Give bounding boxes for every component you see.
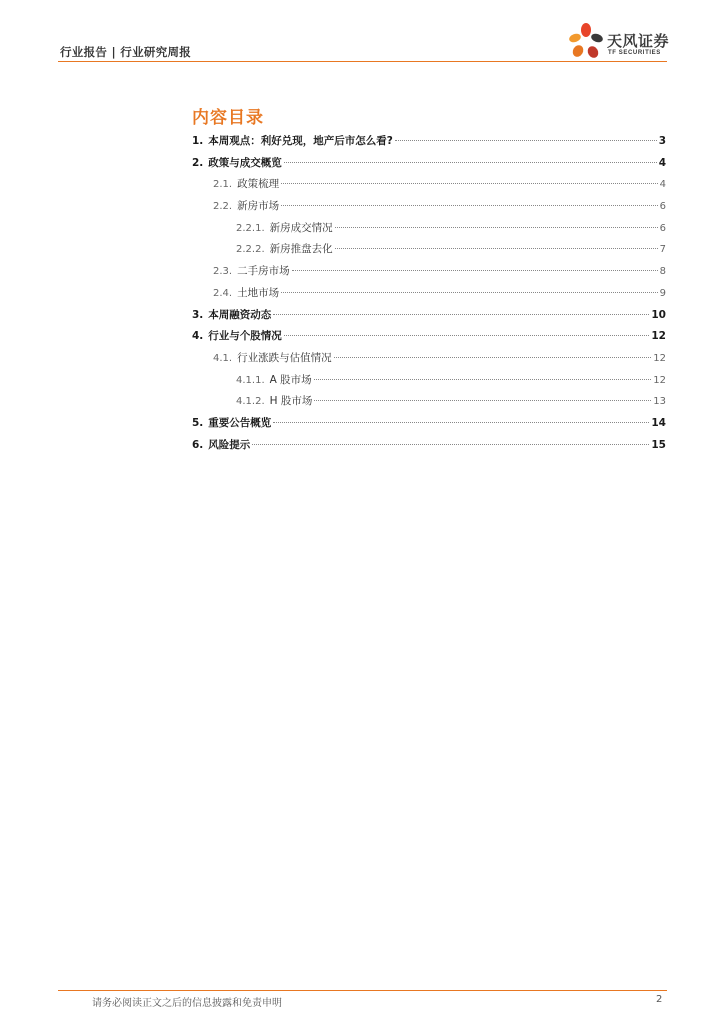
- toc-leader-dots: [335, 248, 658, 249]
- toc-entry-page: 12: [653, 374, 666, 386]
- toc-entry-page: 7: [659, 244, 666, 256]
- toc-entry[interactable]: [192, 305, 666, 327]
- flower-logo-icon: [566, 22, 606, 62]
- footer-disclaimer: 请务必阅读正文之后的信息披露和免责申明: [92, 998, 282, 1009]
- toc-entry[interactable]: [192, 131, 666, 153]
- toc-entry-title: 重要公告概览: [208, 416, 272, 429]
- table-of-contents: [192, 131, 666, 456]
- toc-entry-number: 4.1.: [213, 352, 233, 364]
- toc-entry[interactable]: [192, 391, 666, 413]
- toc-entry-title: 本周观点：利好兑现，地产后市怎么看?: [208, 135, 393, 147]
- toc-entry[interactable]: [192, 218, 666, 240]
- toc-entry-page: 3: [658, 135, 666, 147]
- toc-entry-number: 4.1.1.: [236, 374, 265, 386]
- toc-entry-title: 新房成交情况: [269, 221, 333, 234]
- toc-entry-page: 6: [659, 201, 666, 213]
- toc-entry-number: 4.: [192, 330, 204, 343]
- toc-leader-dots: [284, 335, 650, 336]
- toc-entry-page: 4: [658, 156, 666, 169]
- toc-entry-title: 行业涨跌与估值情况: [237, 351, 332, 364]
- toc-entry[interactable]: [192, 283, 666, 305]
- logo-name-en: TF SECURITIES: [608, 50, 661, 56]
- toc-title: 内容目录: [192, 108, 264, 128]
- toc-entry[interactable]: [192, 435, 666, 457]
- toc-leader-dots: [314, 379, 652, 380]
- toc-entry-title: 二手房市场: [237, 265, 290, 278]
- toc-leader-dots: [284, 162, 657, 163]
- toc-entry-title: 新房市场: [237, 200, 280, 213]
- toc-entry-title: 土地市场: [237, 286, 280, 299]
- toc-entry-title: 政策梳理: [237, 178, 280, 191]
- toc-entry-page: 10: [651, 308, 666, 321]
- toc-entry-number: 2.4.: [213, 287, 233, 299]
- toc-entry-number: 6.: [192, 438, 204, 451]
- toc-entry-page: 14: [651, 416, 666, 429]
- toc-leader-dots: [334, 357, 652, 358]
- toc-entry-number: 2.2.: [213, 201, 233, 213]
- toc-entry-number: 5.: [192, 416, 204, 429]
- toc-leader-dots: [314, 400, 651, 401]
- toc-entry-title: 本周融资动态: [208, 308, 272, 321]
- toc-leader-dots: [281, 183, 658, 184]
- toc-entry[interactable]: [192, 261, 666, 283]
- toc-entry-number: 2.2.2.: [236, 244, 265, 256]
- toc-entry-page: 12: [651, 330, 666, 343]
- toc-entry-page: 6: [659, 222, 666, 234]
- toc-entry-number: 2.3.: [213, 266, 233, 278]
- toc-leader-dots: [252, 444, 649, 445]
- toc-leader-dots: [395, 140, 657, 141]
- toc-entry-title: 新房推盘去化: [269, 243, 333, 256]
- report-category-label: 行业报告 | 行业研究周报: [60, 45, 192, 59]
- toc-entry-number: 4.1.2.: [236, 396, 265, 408]
- page-number: 2: [656, 994, 663, 1005]
- toc-entry[interactable]: [192, 413, 666, 435]
- toc-leader-dots: [273, 422, 649, 423]
- toc-entry[interactable]: [192, 153, 666, 175]
- toc-entry[interactable]: [192, 370, 666, 392]
- toc-leader-dots: [335, 227, 658, 228]
- toc-leader-dots: [281, 292, 658, 293]
- toc-entry-number: 1.: [192, 135, 204, 147]
- toc-entry[interactable]: [192, 174, 666, 196]
- toc-entry-page: 8: [659, 266, 666, 278]
- toc-entry-number: 2.1.: [213, 179, 233, 191]
- toc-entry-number: 2.: [192, 156, 204, 169]
- toc-entry-number: 2.2.1.: [236, 222, 265, 234]
- toc-entry-title: A 股市场: [269, 373, 312, 386]
- toc-leader-dots: [281, 205, 658, 206]
- footer-divider: [58, 990, 667, 991]
- header-divider: [58, 61, 667, 62]
- toc-entry-title: 政策与成交概览: [208, 156, 282, 169]
- toc-leader-dots: [273, 314, 649, 315]
- toc-entry[interactable]: [192, 326, 666, 348]
- toc-entry-page: 13: [653, 396, 666, 408]
- toc-entry-number: 3.: [192, 308, 204, 321]
- company-logo: [566, 22, 676, 62]
- toc-entry-page: 15: [651, 438, 666, 451]
- logo-name-cn: 天风证券: [607, 32, 670, 50]
- toc-leader-dots: [292, 270, 658, 271]
- toc-entry-page: 9: [659, 287, 666, 299]
- toc-entry-title: H 股市场: [269, 395, 313, 408]
- toc-entry-page: 4: [659, 179, 666, 191]
- toc-entry[interactable]: [192, 348, 666, 370]
- toc-entry-title: 行业与个股情况: [208, 330, 282, 343]
- toc-entry-title: 风险提示: [208, 438, 251, 451]
- toc-entry-page: 12: [653, 352, 666, 364]
- toc-entry[interactable]: [192, 239, 666, 261]
- toc-entry[interactable]: [192, 196, 666, 218]
